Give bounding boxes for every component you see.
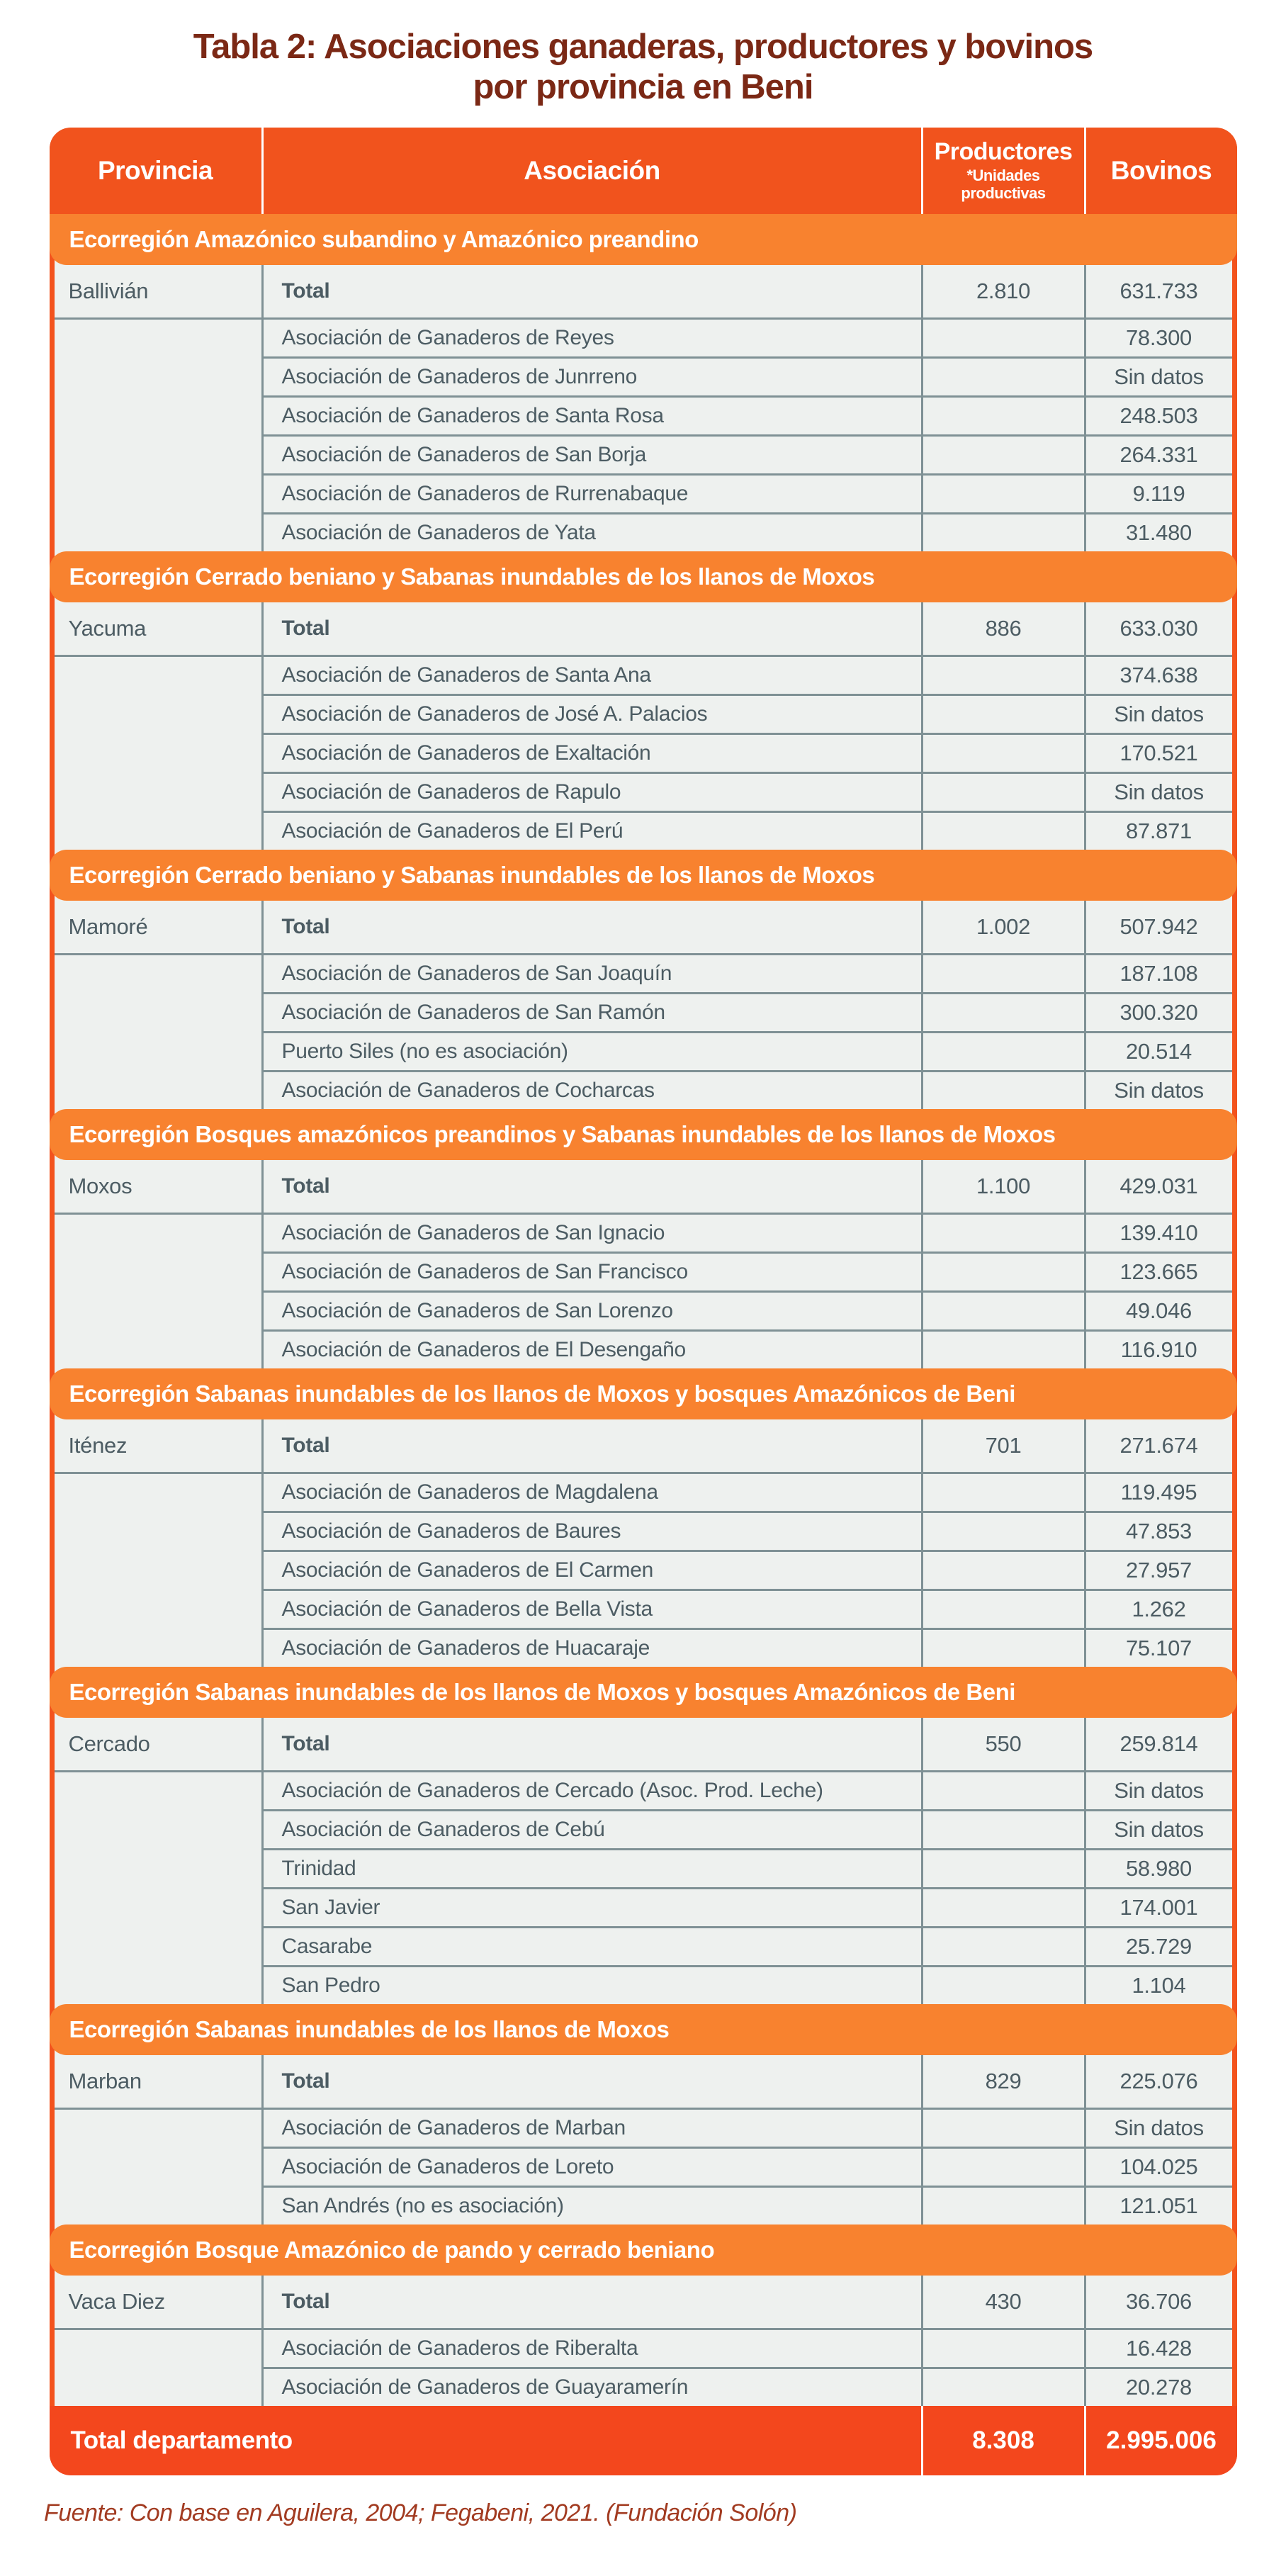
province-cell: Mamoré: [68, 913, 148, 939]
bovinos-value: 25.729: [1084, 1926, 1232, 1965]
total-bovinos-value: 631.733: [1084, 265, 1232, 317]
total-bovinos-value: 429.031: [1084, 1160, 1232, 1213]
productores-empty-cell: [921, 1290, 1084, 1329]
ecoregion-band: Ecorregión Sabanas inundables de los llanos de Moxos: [50, 2004, 1237, 2055]
productores-empty-cell: [921, 356, 1084, 395]
total-bovinos-value: 271.674: [1084, 1419, 1232, 1472]
bovinos-value: Sin datos: [1084, 694, 1232, 733]
productores-empty-cell: [921, 317, 1084, 356]
province-empty-cell: [55, 1213, 261, 1368]
bovinos-value: 116.910: [1084, 1329, 1232, 1368]
bovinos-value: 31.480: [1084, 512, 1232, 551]
col-productores-note: *Unidades productivas: [961, 167, 1046, 202]
table-right-border: [1232, 128, 1237, 2475]
bovinos-value: 75.107: [1084, 1628, 1232, 1667]
page-title-line1: Tabla 2: Asociaciones ganaderas, productores y bovinos: [193, 28, 1093, 66]
col-productores: [921, 128, 1084, 214]
bovinos-value: 104.025: [1084, 2147, 1232, 2186]
province-cell: Moxos: [68, 1173, 132, 1198]
ecoregion-band: Ecorregión Cerrado beniano y Sabanas inundables de los llanos de Moxos: [50, 850, 1237, 901]
col-productores-label: Productores: [934, 137, 1073, 165]
association-name: Asociación de Ganaderos de Junrreno: [261, 356, 921, 395]
table: [50, 128, 1237, 2475]
association-name: San Pedro: [261, 1965, 921, 2004]
association-name: Asociación de Ganaderos de El Desengaño: [261, 1329, 921, 1368]
province-empty-cell: [55, 953, 261, 1109]
bovinos-value: 1.104: [1084, 1965, 1232, 2004]
ecoregion-band: Ecorregión Amazónico subandino y Amazónico preandino: [50, 214, 1237, 265]
association-name: Asociación de Ganaderos de Riberalta: [261, 2328, 921, 2367]
productores-empty-cell: [921, 512, 1084, 551]
total-productores-value: 550: [921, 1718, 1084, 1770]
total-productores-value: 1.002: [921, 901, 1084, 953]
total-productores-value: 2.810: [921, 265, 1084, 317]
province-cell: Iténez: [68, 1432, 128, 1458]
productores-empty-cell: [921, 1329, 1084, 1368]
section-grid: [55, 1718, 1232, 2004]
association-name: Asociación de Ganaderos de Yata: [261, 512, 921, 551]
association-name: Asociación de Ganaderos de Bella Vista: [261, 1589, 921, 1628]
productores-empty-cell: [921, 1589, 1084, 1628]
bovinos-value: 78.300: [1084, 317, 1232, 356]
ecoregion-band: Ecorregión Sabanas inundables de los llanos de Moxos y bosques Amazónicos de Beni: [50, 1368, 1237, 1419]
productores-empty-cell: [921, 694, 1084, 733]
productores-empty-cell: [921, 1031, 1084, 1070]
bovinos-value: Sin datos: [1084, 1070, 1232, 1109]
bovinos-value: 58.980: [1084, 1848, 1232, 1887]
section-grid: [55, 602, 1232, 850]
total-label-cell: Total: [261, 265, 921, 317]
page-title-line2: por provincia en Beni: [473, 67, 813, 106]
total-productores-value: 430: [921, 2276, 1084, 2328]
total-label-cell: Total: [261, 1419, 921, 1472]
productores-empty-cell: [921, 2186, 1084, 2225]
productores-empty-cell: [921, 953, 1084, 992]
bovinos-value: Sin datos: [1084, 1809, 1232, 1848]
association-name: Asociación de Ganaderos de Santa Rosa: [261, 395, 921, 434]
productores-empty-cell: [921, 1511, 1084, 1550]
bovinos-value: 121.051: [1084, 2186, 1232, 2225]
province-empty-cell: [55, 317, 261, 551]
productores-empty-cell: [921, 1213, 1084, 1252]
total-label-cell: Total: [261, 2055, 921, 2108]
bovinos-value: 174.001: [1084, 1887, 1232, 1926]
col-asociacion: Asociación: [261, 128, 921, 214]
header-row: [50, 128, 1237, 214]
bovinos-value: 123.665: [1084, 1252, 1232, 1290]
association-name: Asociación de Ganaderos de San Francisco: [261, 1252, 921, 1290]
productores-empty-cell: [921, 395, 1084, 434]
bovinos-value: 9.119: [1084, 473, 1232, 512]
association-name: San Javier: [261, 1887, 921, 1926]
province-cell: Cercado: [68, 1731, 150, 1756]
footer-productores-value: 8.308: [921, 2406, 1084, 2475]
bovinos-value: 20.514: [1084, 1031, 1232, 1070]
bovinos-value: Sin datos: [1084, 356, 1232, 395]
productores-empty-cell: [921, 473, 1084, 512]
productores-empty-cell: [921, 811, 1084, 850]
province-empty-cell: [55, 655, 261, 850]
association-name: Asociación de Ganaderos de San Ignacio: [261, 1213, 921, 1252]
province-empty-cell: [55, 1472, 261, 1667]
table-left-border: [50, 128, 55, 2475]
total-productores-value: 1.100: [921, 1160, 1084, 1213]
association-name: Asociación de Ganaderos de Guayaramerín: [261, 2367, 921, 2406]
bovinos-value: 170.521: [1084, 733, 1232, 772]
province-empty-cell: [55, 2108, 261, 2225]
association-name: Asociación de Ganaderos de Cercado (Asoc. Prod. Leche): [261, 1770, 921, 1809]
total-label-cell: Total: [261, 1160, 921, 1213]
association-name: Asociación de Ganaderos de Exaltación: [261, 733, 921, 772]
section-grid: [55, 265, 1232, 551]
bovinos-value: Sin datos: [1084, 1770, 1232, 1809]
association-name: Asociación de Ganaderos de Santa Ana: [261, 655, 921, 694]
association-name: Asociación de Ganaderos de Magdalena: [261, 1472, 921, 1511]
association-name: Asociación de Ganaderos de Cebú: [261, 1809, 921, 1848]
productores-empty-cell: [921, 1848, 1084, 1887]
productores-empty-cell: [921, 1628, 1084, 1667]
total-label-cell: Total: [261, 602, 921, 655]
footer-total-label: Total departamento: [70, 2426, 293, 2454]
section-grid: [55, 2055, 1232, 2225]
total-label-cell: Total: [261, 2276, 921, 2328]
association-name: Asociación de Ganaderos de Huacaraje: [261, 1628, 921, 1667]
footer-total-row: [50, 2406, 1237, 2475]
col-provincia: Provincia: [97, 155, 213, 185]
association-name: Asociación de Ganaderos de Baures: [261, 1511, 921, 1550]
association-name: Puerto Siles (no es asociación): [261, 1031, 921, 1070]
bovinos-value: Sin datos: [1084, 2108, 1232, 2147]
bovinos-value: 49.046: [1084, 1290, 1232, 1329]
productores-empty-cell: [921, 2147, 1084, 2186]
productores-empty-cell: [921, 1965, 1084, 2004]
bovinos-value: Sin datos: [1084, 772, 1232, 811]
province-cell: Vaca Diez: [68, 2288, 165, 2314]
productores-empty-cell: [921, 1770, 1084, 1809]
source-note: Fuente: Con base en Aguilera, 2004; Fegabeni, 2021. (Fundación Solón): [44, 2499, 797, 2526]
ecoregion-band: Ecorregión Bosques amazónicos preandinos y Sabanas inundables de los llanos de Moxos: [50, 1109, 1237, 1160]
total-productores-value: 829: [921, 2055, 1084, 2108]
province-empty-cell: [55, 1770, 261, 2004]
bovinos-value: 87.871: [1084, 811, 1232, 850]
productores-empty-cell: [921, 2108, 1084, 2147]
productores-empty-cell: [921, 1070, 1084, 1109]
section-grid: [55, 2276, 1232, 2406]
total-bovinos-value: 633.030: [1084, 602, 1232, 655]
association-name: Asociación de Ganaderos de San Lorenzo: [261, 1290, 921, 1329]
total-productores-value: 886: [921, 602, 1084, 655]
page-title: [162, 27, 1125, 108]
productores-empty-cell: [921, 434, 1084, 473]
association-name: Asociación de Ganaderos de Cocharcas: [261, 1070, 921, 1109]
total-bovinos-value: 507.942: [1084, 901, 1232, 953]
province-cell: Yacuma: [68, 615, 147, 641]
province-cell: Ballivián: [68, 278, 149, 303]
footer-bovinos-value: 2.995.006: [1084, 2406, 1237, 2475]
association-name: Trinidad: [261, 1848, 921, 1887]
bovinos-value: 20.278: [1084, 2367, 1232, 2406]
productores-empty-cell: [921, 1472, 1084, 1511]
section-grid: [55, 901, 1232, 1109]
bovinos-value: 248.503: [1084, 395, 1232, 434]
productores-empty-cell: [921, 772, 1084, 811]
association-name: Asociación de Ganaderos de Reyes: [261, 317, 921, 356]
bovinos-value: 264.331: [1084, 434, 1232, 473]
col-bovinos: Bovinos: [1084, 128, 1237, 214]
productores-empty-cell: [921, 1887, 1084, 1926]
bovinos-value: 47.853: [1084, 1511, 1232, 1550]
productores-empty-cell: [921, 1550, 1084, 1589]
association-name: Asociación de Ganaderos de El Carmen: [261, 1550, 921, 1589]
province-empty-cell: [55, 2328, 261, 2406]
bovinos-value: 27.957: [1084, 1550, 1232, 1589]
productores-empty-cell: [921, 992, 1084, 1031]
ecoregion-band: Ecorregión Bosque Amazónico de pando y cerrado beniano: [50, 2225, 1237, 2276]
association-name: Asociación de Ganaderos de Loreto: [261, 2147, 921, 2186]
bovinos-value: 300.320: [1084, 992, 1232, 1031]
bovinos-value: 1.262: [1084, 1589, 1232, 1628]
bovinos-value: 374.638: [1084, 655, 1232, 694]
province-cell: Marban: [68, 2068, 142, 2093]
productores-empty-cell: [921, 1252, 1084, 1290]
total-label-cell: Total: [261, 901, 921, 953]
association-name: Asociación de Ganaderos de San Borja: [261, 434, 921, 473]
productores-empty-cell: [921, 2328, 1084, 2367]
association-name: Asociación de Ganaderos de El Perú: [261, 811, 921, 850]
bovinos-value: 16.428: [1084, 2328, 1232, 2367]
productores-empty-cell: [921, 655, 1084, 694]
productores-empty-cell: [921, 733, 1084, 772]
bovinos-value: 187.108: [1084, 953, 1232, 992]
association-name: San Andrés (no es asociación): [261, 2186, 921, 2225]
total-label-cell: Total: [261, 1718, 921, 1770]
association-name: Asociación de Ganaderos de José A. Palacios: [261, 694, 921, 733]
association-name: Asociación de Ganaderos de Rapulo: [261, 772, 921, 811]
bovinos-value: 139.410: [1084, 1213, 1232, 1252]
total-bovinos-value: 225.076: [1084, 2055, 1232, 2108]
association-name: Asociación de Ganaderos de Marban: [261, 2108, 921, 2147]
productores-empty-cell: [921, 1926, 1084, 1965]
productores-empty-cell: [921, 1809, 1084, 1848]
total-bovinos-value: 259.814: [1084, 1718, 1232, 1770]
sections: [50, 214, 1237, 2406]
section-grid: [55, 1160, 1232, 1368]
ecoregion-band: Ecorregión Cerrado beniano y Sabanas inundables de los llanos de Moxos: [50, 551, 1237, 602]
section-grid: [55, 1419, 1232, 1667]
total-bovinos-value: 36.706: [1084, 2276, 1232, 2328]
total-productores-value: 701: [921, 1419, 1084, 1472]
productores-empty-cell: [921, 2367, 1084, 2406]
bovinos-value: 119.495: [1084, 1472, 1232, 1511]
ecoregion-band: Ecorregión Sabanas inundables de los llanos de Moxos y bosques Amazónicos de Beni: [50, 1667, 1237, 1718]
association-name: Asociación de Ganaderos de San Ramón: [261, 992, 921, 1031]
association-name: Asociación de Ganaderos de Rurrenabaque: [261, 473, 921, 512]
association-name: Asociación de Ganaderos de San Joaquín: [261, 953, 921, 992]
association-name: Casarabe: [261, 1926, 921, 1965]
